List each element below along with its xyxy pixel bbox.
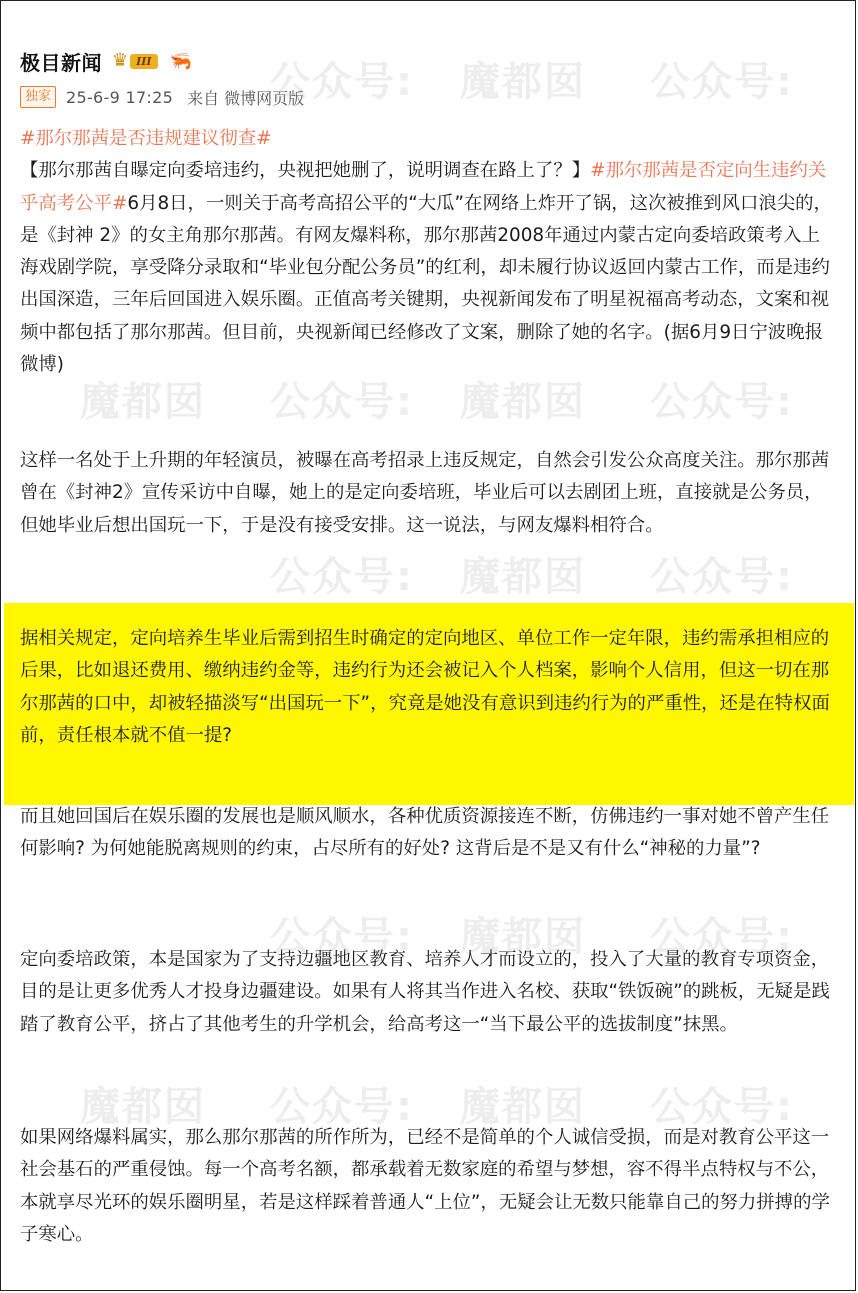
watermark: 公众号: (650, 59, 794, 105)
watermark: 魔都囡 (460, 554, 586, 600)
watermark: 公众号: (270, 554, 414, 600)
watermark: 公众号: (650, 379, 794, 425)
watermark: 公众号: (650, 554, 794, 600)
watermark: 魔都囡 (80, 379, 206, 425)
watermark: 魔都囡 (460, 59, 586, 105)
paragraph-1 (20, 123, 838, 381)
post-meta (20, 84, 304, 110)
paragraph-text: 定向委培政策，本是国家为了支持边疆地区教育、培养人才而设立的，投入了大量的教育专项资金，目的是让更多优秀人才投身边疆建设。如果有人将其当作进入名校、获取“铁饭碗”的跳板，无疑是践踏了教育公平，挤占了其他考生的升学机会，给高考这一“当下最公平的选拔制度”抹黑。 (20, 949, 830, 1035)
paragraph-text: 据相关规定，定向培养生毕业后需到招生时确定的定向地区、单位工作一定年限，违约需承担相应的后果，比如退还费用、缴纳违约金等，违约行为还会被记入个人档案，影响个人信用，但这一切在那尔那茜的口中，却被轻描淡写“出国玩一下”，究竟是她没有意识到违约行为的严重性，还是在特权面前，责任根本就不值一提? (20, 628, 830, 746)
level-badge: III (130, 54, 157, 69)
paragraph-6 (20, 1122, 838, 1251)
paragraph-4 (20, 801, 838, 866)
exclusive-tag: 独家 (20, 86, 56, 108)
paragraph-3 (20, 623, 838, 752)
watermark: 公众号: (650, 1084, 794, 1130)
watermark: 魔都囡 (460, 379, 586, 425)
post-time[interactable]: 25-6-9 17:25 (66, 87, 174, 107)
paragraph-text: 而且她回国后在娱乐圈的发展也是顺风顺水，各种优质资源接连不断，仿佛违约一事对她不曾产生任何影响? 为何她能脱离规则的约束，占尽所有的好处? 这背后是不是又有什么“神秘的力量”? (20, 806, 830, 860)
watermark: 公众号: (270, 914, 414, 960)
watermark: 公众号: (270, 1084, 414, 1130)
paragraph-2 (20, 445, 838, 542)
paragraph-text: 【那尔那茜自曝定向委培违约，央视把她删了，说明调查在路上了？】 (20, 160, 591, 182)
paragraph-5 (20, 944, 838, 1041)
shrimp-icon[interactable]: 🦐 (169, 50, 192, 72)
post-header (20, 44, 192, 78)
watermark: 魔都囡 (460, 914, 586, 960)
watermark: 公众号: (270, 59, 414, 105)
crown-icon: ♛ (112, 50, 129, 71)
paragraph-text: 6月8日，一则关于高考高招公平的“大瓜”在网络上炸开了锅，这次被推到风口浪尖的，是《封神 2》的女主角那尔那茜。有网友爆料称，那尔那茜2008年通过内蒙古定向委培政策考入上海戏剧学院，享受降分录取和“毕业包分配公务员”的红利，却未履行协议返回内蒙古工作，而是违约出国深造，三年后回国进入娱乐圈。正值高考关键期，央视新闻发布了明星祝福高考动态，文案和视频中都包括了那尔那茜。但目前，央视新闻已经修改了文案，删除了她的名字。(据6月9日宁波晚报微博) (20, 192, 832, 376)
paragraph-text: 如果网络爆料属实，那么那尔那茜的所作所为，已经不是简单的个人诚信受损，而是对教育公平这一社会基石的严重侵蚀。每一个高考名额，都承载着无数家庭的希望与梦想，容不得半点特权与不公，本就享尽光环的娱乐圈明星，若是这样踩着普通人“上位”，无疑会让无数只能靠自己的努力拼搏的学子寒心。 (20, 1127, 830, 1245)
watermark: 魔都囡 (460, 1084, 586, 1130)
watermark: 公众号: (270, 379, 414, 425)
watermark: 魔都囡 (80, 1084, 206, 1130)
watermark: 公众号: (650, 914, 794, 960)
post-source: 来自 微博网页版 (187, 88, 305, 108)
author-name[interactable]: 极目新闻 (20, 50, 102, 75)
vip-badge[interactable] (112, 52, 158, 70)
hashtag-link[interactable]: #那尔那茜是否定向生违约关乎高考公平# (20, 160, 827, 214)
hashtag-link[interactable]: #那尔那茜是否违规建议彻查# (20, 128, 272, 149)
paragraph-text: 这样一名处于上升期的年轻演员，被曝在高考招录上违反规定，自然会引发公众高度关注。那尔那茜曾在《封神2》宣传采访中自曝，她上的是定向委培班，毕业后可以去剧团上班，直接就是公务员，但她毕业后想出国玩一下，于是没有接受安排。这一说法，与网友爆料相符合。 (20, 450, 830, 536)
